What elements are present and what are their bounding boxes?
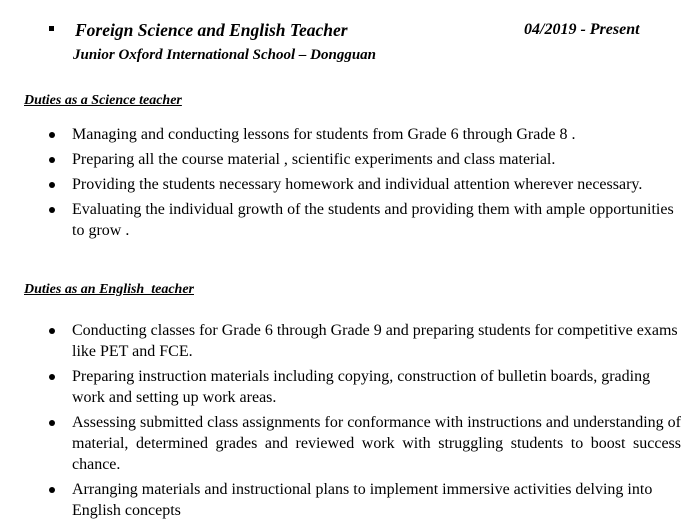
list-item — [0, 199, 685, 241]
bullet-icon — [49, 420, 55, 426]
square-bullet-icon — [49, 26, 54, 31]
job-title: Foreign Science and English Teacher — [75, 20, 348, 40]
list-item — [0, 320, 685, 362]
list-item — [0, 479, 685, 521]
bullet-icon — [49, 132, 55, 138]
science-duties-list — [0, 124, 685, 245]
duty-text: Assessing submitted class assignments for conformance with instructions and understanding of material, determined grades and reviewed work with struggling students to boost success chance. — [72, 414, 681, 473]
duty-text: Conducting classes for Grade 6 through Grade 9 and preparing students for competitive exams like PET and FCE. — [72, 322, 678, 360]
science-duties-heading: Duties as a Science teacher — [24, 93, 182, 108]
bullet-icon — [49, 374, 55, 380]
list-item — [0, 174, 685, 195]
bullet-icon — [49, 328, 55, 334]
job-employer: Junior Oxford International School – Dongguan — [73, 47, 377, 63]
list-item — [0, 412, 685, 475]
list-item — [0, 124, 685, 145]
english-duties-heading: Duties as an English teacher — [24, 282, 194, 297]
bullet-icon — [49, 207, 55, 213]
duty-text: Arranging materials and instructional plans to implement immersive activities delving into English concepts — [72, 481, 653, 519]
job-header — [0, 20, 685, 68]
bullet-icon — [49, 182, 55, 188]
duty-text: Providing the students necessary homework and individual attention wherever necessary. — [72, 176, 643, 193]
list-item — [0, 366, 685, 408]
job-dates: 04/2019 - Present — [524, 21, 640, 38]
duty-text: Evaluating the individual growth of the students and providing them with ample opportunities to grow . — [72, 201, 674, 239]
list-item — [0, 149, 685, 170]
duty-text: Preparing instruction materials including copying, construction of bulletin boards, grading work and setting up work areas. — [72, 368, 651, 406]
bullet-icon — [49, 487, 55, 493]
english-duties-list — [0, 320, 685, 525]
duty-text: Managing and conducting lessons for students from Grade 6 through Grade 8 . — [72, 126, 576, 143]
duty-text: Preparing all the course material , scientific experiments and class material. — [72, 151, 556, 168]
bullet-icon — [49, 157, 55, 163]
